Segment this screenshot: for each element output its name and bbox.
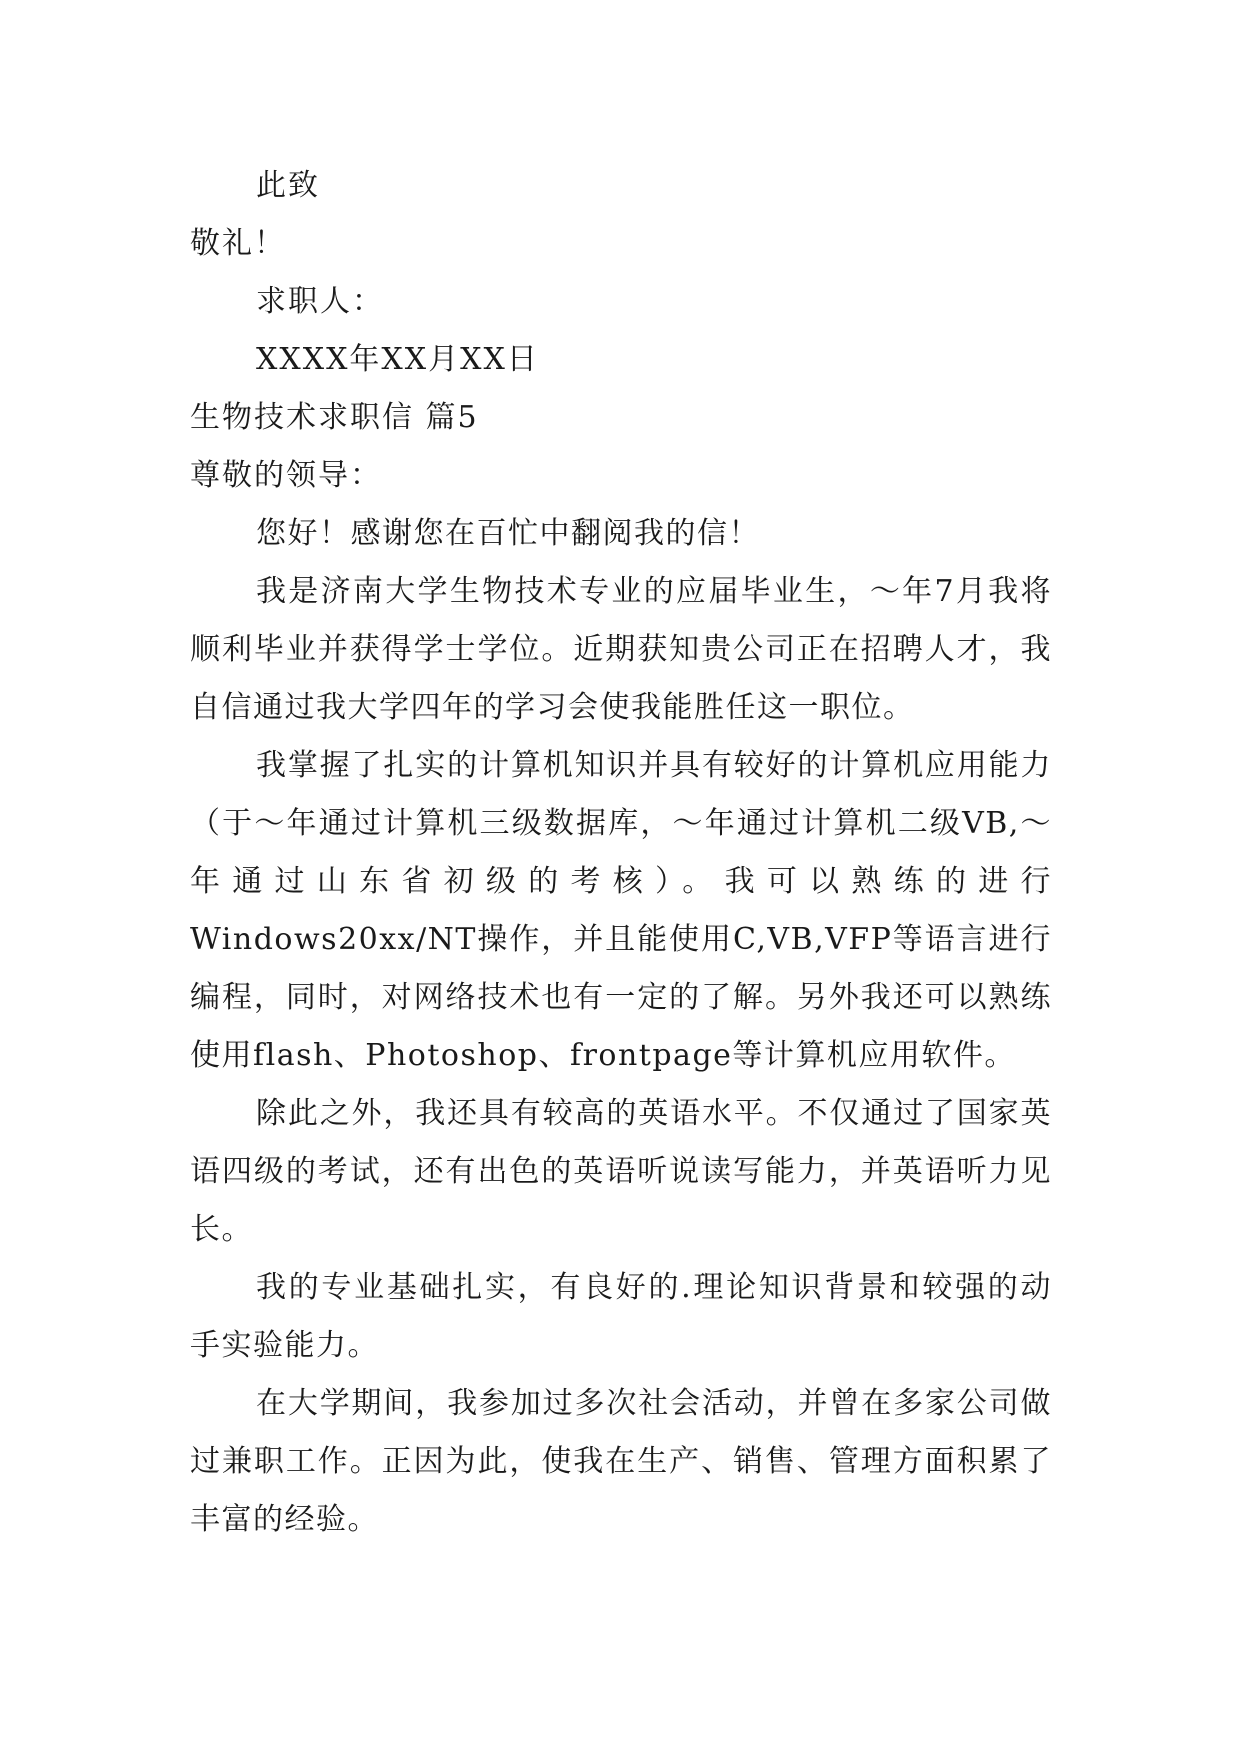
paragraph-computer-skills: 我掌握了扎实的计算机知识并具有较好的计算机应用能力（于～年通过计算机三级数据库，～年通过计算机二级VB,～年通过山东省初级的考核）。我可以熟练的进行Windows20xx/NT操作，并且能使用C,VB,VFP等语言进行编程，同时，对网络技术也有一定的了解。另外我还可以熟练使用flash、Photoshop、frontpage等计算机应用软件。 [190,748,1052,1073]
closing-salutation: 此致 [256,168,320,203]
closing-regards: 敬礼！ [190,226,286,261]
paragraph-professional: 我的专业基础扎实，有良好的.理论知识背景和较强的动手实验能力。 [190,1270,1052,1363]
applicant-label: 求职人： [256,284,384,319]
paragraph-opening: 您好！感谢您在百忙中翻阅我的信！ [256,516,760,551]
paragraph-english: 除此之外，我还具有较高的英语水平。不仅通过了国家英语四级的考试，还有出色的英语听说读写能力，并英语听力见长。 [190,1096,1052,1247]
section-title: 生物技术求职信 篇5 [190,400,479,435]
letter-date: XXXX年XX月XX日 [256,342,539,377]
letter-greeting: 尊敬的领导： [190,458,382,493]
paragraph-experience: 在大学期间，我参加过多次社会活动，并曾在多家公司做过兼职工作。正因为此，使我在生产、销售、管理方面积累了丰富的经验。 [190,1386,1052,1537]
paragraph-introduction: 我是济南大学生物技术专业的应届毕业生，～年7月我将顺利毕业并获得学士学位。近期获知贵公司正在招聘人才，我自信通过我大学四年的学习会使我能胜任这一职位。 [190,574,1052,725]
